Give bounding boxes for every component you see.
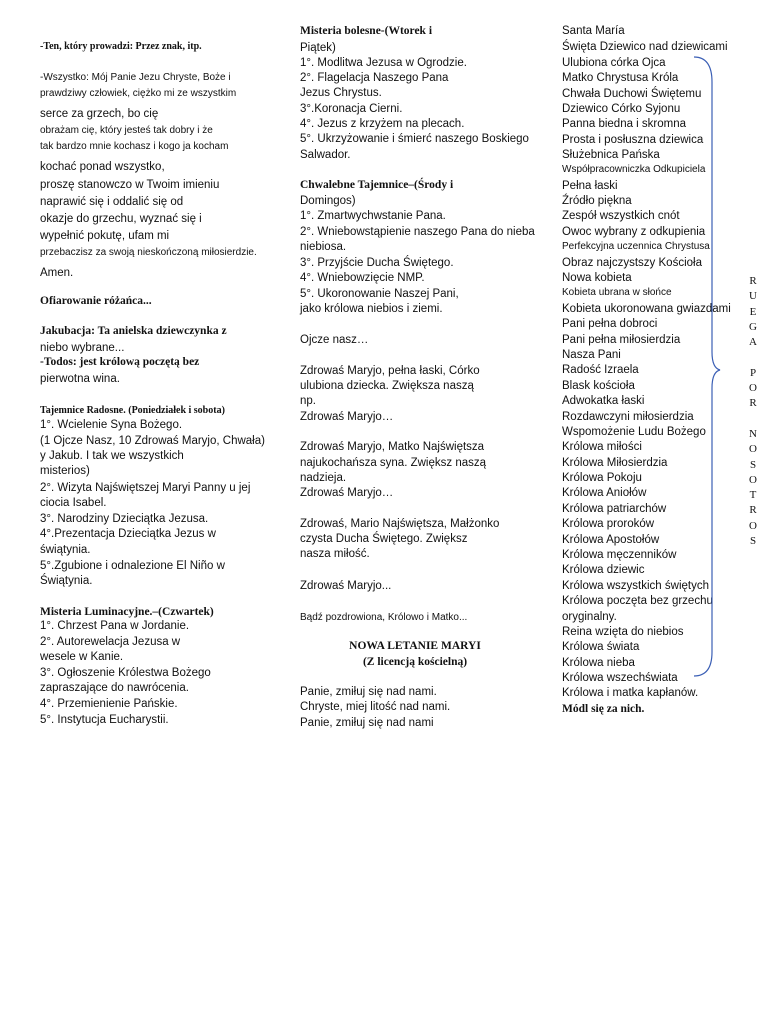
right-text-line: Chwała Duchowi Świętemu xyxy=(562,88,702,100)
left-text-line: 4°.Prezentacja Dzieciątka Jezus w xyxy=(40,528,216,540)
right-text-line: Adwokatka łaski xyxy=(562,395,645,407)
left-text-line: pierwotna wina. xyxy=(40,373,120,385)
right-text-line: Królowa Miłosierdzia xyxy=(562,457,668,469)
middle-text-line: Bądź pozdrowiona, Królowo i Matko... xyxy=(300,612,468,623)
right-text-line: Rozdawczyni miłosierdzia xyxy=(562,411,694,423)
vertical-letter: U xyxy=(749,290,757,303)
right-text-line: Królowa męczenników xyxy=(562,549,677,561)
left-text-line: niebo wybrane... xyxy=(40,342,125,354)
right-text-line: Królowa poczęta bez grzechu xyxy=(562,595,713,607)
vertical-letter: O xyxy=(749,443,757,456)
vertical-letter: S xyxy=(749,458,757,471)
middle-text-line: 4°. Jezus z krzyżem na plecach. xyxy=(300,118,465,130)
middle-text-line: 4°. Wniebowzięcie NMP. xyxy=(300,272,425,284)
right-text-line: Królowa proroków xyxy=(562,518,655,530)
left-text-line: Misteria Luminacyjne.–(Czwartek) xyxy=(40,606,214,618)
middle-text-line: Panie, zmiłuj się nad nami. xyxy=(300,686,437,698)
right-text-line: Pani pełna dobroci xyxy=(562,318,658,330)
right-text-line: Obraz najczystszy Kościoła xyxy=(562,257,702,269)
middle-text-line: Zdrowaś Maryjo… xyxy=(300,411,394,423)
vertical-letter: G xyxy=(749,320,757,333)
left-text-line: Jakubacja: Ta anielska dziewczynka z xyxy=(40,325,227,337)
right-text-line: Nasza Pani xyxy=(562,349,621,361)
left-text-line: Amen. xyxy=(40,267,74,279)
left-text-line: prawdziwy człowiek, ciężko mi ze wszystkim xyxy=(40,88,237,99)
right-text-line: Królowa Pokoju xyxy=(562,472,642,484)
right-text-line: oryginalny. xyxy=(562,611,617,623)
middle-text-line: Ojcze nasz… xyxy=(300,334,369,346)
middle-text-line: 3°.Koronacja Cierni. xyxy=(300,103,403,115)
left-text-line: wypełnić pokutę, ufam mi xyxy=(40,230,170,242)
left-text-line: 5°.Zgubione i odnalezione El Niño w xyxy=(40,560,225,572)
left-text-line: 2°. Autorewelacja Jezusa w xyxy=(40,636,181,648)
middle-text-line: nadzieja. xyxy=(300,472,347,484)
middle-text-line: Zdrowaś, Mario Najświętsza, Małżonko xyxy=(300,518,500,530)
right-text-line: Zespół wszystkich cnót xyxy=(562,210,680,222)
left-text-line: Ofiarowanie różańca... xyxy=(40,295,152,307)
middle-text-line: Misteria bolesne-(Wtorek i xyxy=(300,25,433,37)
middle-text-line: Jezus Chrystus. xyxy=(300,87,382,99)
left-text-line: naprawić się i oddalić się od xyxy=(40,196,184,208)
middle-text-line: ulubiona dziecka. Zwiększa naszą xyxy=(300,380,474,392)
left-text-line: Tajemnice Radosne. (Poniedziałek i sobota) xyxy=(40,405,225,416)
right-text-line: Prosta i posłuszna dziewica xyxy=(562,134,704,146)
right-text-line: Dziewico Córko Syjonu xyxy=(562,103,681,115)
middle-text-line: Zdrowaś Maryjo, Matko Najświętsza xyxy=(300,441,485,453)
right-text-line: Kobieta ubrana w słońce xyxy=(562,287,672,298)
left-text-line: obrażam cię, który jesteś tak dobry i że xyxy=(40,125,213,136)
left-text-line: misterios) xyxy=(40,465,90,477)
right-text-line: Módl się za nich. xyxy=(562,703,645,715)
right-text-line: Królowa wszechświata xyxy=(562,672,678,684)
right-text-line: Matko Chrystusa Króla xyxy=(562,72,679,84)
vertical-ruega-por-nosotros xyxy=(743,274,763,549)
right-text-line: Święta Dziewico nad dziewicami xyxy=(562,41,728,53)
right-text-line: Pełna łaski xyxy=(562,180,618,192)
right-text-line: Królowa Apostołów xyxy=(562,534,660,546)
left-text-line: kochać ponad wszystko, xyxy=(40,161,165,173)
right-text-line: Radość Izraela xyxy=(562,364,639,376)
vertical-letter: R xyxy=(749,397,757,410)
left-text-line: ciocia Isabel. xyxy=(40,497,107,509)
middle-text-line: Chryste, miej litość nad nami. xyxy=(300,701,451,713)
vertical-letter: O xyxy=(749,382,757,395)
left-text-line: Świątynia. xyxy=(40,575,93,587)
middle-text-line: NOWA LETANIE MARYI xyxy=(349,640,481,652)
middle-text-line: Piątek) xyxy=(300,42,336,54)
right-text-line: Królowa miłości xyxy=(562,441,642,453)
vertical-letter: E xyxy=(749,305,757,318)
middle-text-line: Zdrowaś Maryjo... xyxy=(300,580,392,592)
vertical-letter: R xyxy=(749,275,757,287)
vertical-letter: O xyxy=(749,519,757,532)
right-text-line: Blask kościoła xyxy=(562,380,635,392)
middle-text-line: najukochańsza syna. Zwiększ naszą xyxy=(300,457,487,469)
middle-text-line: czysta Ducha Świętego. Zwiększ xyxy=(300,533,468,545)
vertical-letter: N xyxy=(749,427,757,440)
middle-text-line: Salwador. xyxy=(300,149,351,161)
middle-text-line: niebiosa. xyxy=(300,241,347,253)
left-text-line: okazje do grzechu, wyznać się i xyxy=(40,213,202,225)
right-text-line: Reina wzięta do niebios xyxy=(562,626,684,638)
left-text-line: wesele w Kanie. xyxy=(40,651,124,663)
vertical-letter: A xyxy=(749,336,757,349)
right-text-line: Królowa dziewic xyxy=(562,564,645,576)
right-text-line: Santa María xyxy=(562,25,625,37)
right-text-line: Panna biedna i skromna xyxy=(562,118,687,130)
left-text-line: 1°. Chrzest Pana w Jordanie. xyxy=(40,620,190,632)
right-text-line: Nowa kobieta xyxy=(562,272,632,284)
vertical-letter: R xyxy=(749,504,757,517)
right-text-line: Źródło piękna xyxy=(562,195,632,207)
left-text-line: przebaczisz za swoją nieskończoną miłosierdzie. xyxy=(40,247,257,258)
middle-text-line: 5°. Ukoronowanie Naszej Pani, xyxy=(300,288,459,300)
middle-text-line: Domingos) xyxy=(300,195,356,207)
curly-brace-line xyxy=(694,57,720,676)
left-text-line: (1 Ojcze Nasz, 10 Zdrowaś Maryjo, Chwała) xyxy=(40,435,265,447)
left-text-line: tak bardzo mnie kochasz i kogo ja kocham xyxy=(40,141,229,152)
middle-text-line: np. xyxy=(300,395,316,407)
vertical-letter: P xyxy=(749,366,757,379)
left-text-line: y Jakub. I tak we wszystkich xyxy=(40,450,184,462)
right-text-line: Królowa wszystkich świętych xyxy=(562,580,709,592)
middle-text-line: jako królowa niebios i ziemi. xyxy=(300,303,443,315)
right-text-line: Kobieta ukoronowana gwiazdami xyxy=(562,303,731,315)
left-text-line: 3°. Narodziny Dzieciątka Jezusa. xyxy=(40,513,209,525)
vertical-letter: T xyxy=(749,489,757,502)
middle-text-line: Chwalebne Tajemnice–(Środy i xyxy=(300,179,454,191)
right-text-line: Służebnica Pańska xyxy=(562,149,660,161)
right-text-line: Królowa nieba xyxy=(562,657,635,669)
middle-text-line: Panie, zmiłuj się nad nami xyxy=(300,717,434,729)
left-text-line: zapraszające do nawrócenia. xyxy=(40,682,189,694)
middle-text-line: (Z licencją kościelną) xyxy=(362,656,468,668)
left-text-line: -Ten, który prowadzi: Przez znak, itp. xyxy=(40,41,202,52)
litany-brace xyxy=(692,52,722,682)
right-text-line: Królowa i matka kapłanów. xyxy=(562,687,699,699)
right-text-line: Ulubiona córka Ojca xyxy=(562,57,666,69)
middle-text-line: 5°. Ukrzyżowanie i śmierć naszego Boskiego xyxy=(300,133,529,145)
right-text-line: Perfekcyjna uczennica Chrystusa xyxy=(562,241,710,252)
middle-text-line: 2°. Wniebowstąpienie naszego Pana do nieba xyxy=(300,226,535,238)
middle-text-line: 1°. Modlitwa Jezusa w Ogrodzie. xyxy=(300,57,467,69)
middle-text-line: 2°. Flagelacja Naszego Pana xyxy=(300,72,449,84)
left-text-line: serce za grzech, bo cię xyxy=(40,108,159,120)
middle-text-line: 3°. Przyjście Ducha Świętego. xyxy=(300,257,454,269)
left-text-line: proszę stanowczo w Twoim imieniu xyxy=(40,179,220,191)
left-text-line: świątynia. xyxy=(40,544,91,556)
left-text-line: 1°. Wcielenie Syna Bożego. xyxy=(40,419,183,431)
vertical-letter: S xyxy=(749,535,757,548)
right-text-line: Królowa patriarchów xyxy=(562,503,667,515)
middle-text-line: Zdrowaś Maryjo, pełna łaski, Córko xyxy=(300,365,480,377)
vertical-letter xyxy=(743,412,763,427)
left-text-line: 2°. Wizyta Najświętszej Maryi Panny u jej xyxy=(40,482,251,494)
right-text-line: Współpracowniczka Odkupiciela xyxy=(562,164,706,175)
middle-text-line: 1°. Zmartwychwstanie Pana. xyxy=(300,210,446,222)
left-text-line: -Wszystko: Mój Panie Jezu Chryste, Boże i xyxy=(40,72,231,83)
middle-text-line: Zdrowaś Maryjo… xyxy=(300,487,394,499)
left-text-line: 3°. Ogłoszenie Królestwa Bożego xyxy=(40,667,211,679)
right-text-line: Pani pełna miłosierdzia xyxy=(562,334,681,346)
left-text-line: 5°. Instytucja Eucharystii. xyxy=(40,714,169,726)
vertical-letter: O xyxy=(749,473,757,486)
right-text-line: Królowa świata xyxy=(562,641,640,653)
left-text-line: 4°. Przemienienie Pańskie. xyxy=(40,698,178,710)
right-text-line: Królowa Aniołów xyxy=(562,487,647,499)
middle-text-line: nasza miłość. xyxy=(300,548,370,560)
left-text-line: -Todos: jest królową poczętą bez xyxy=(40,356,200,368)
right-text-line: Wspomożenie Ludu Bożego xyxy=(562,426,706,438)
vertical-letter xyxy=(743,350,763,365)
right-text-line: Owoc wybrany z odkupienia xyxy=(562,226,706,238)
